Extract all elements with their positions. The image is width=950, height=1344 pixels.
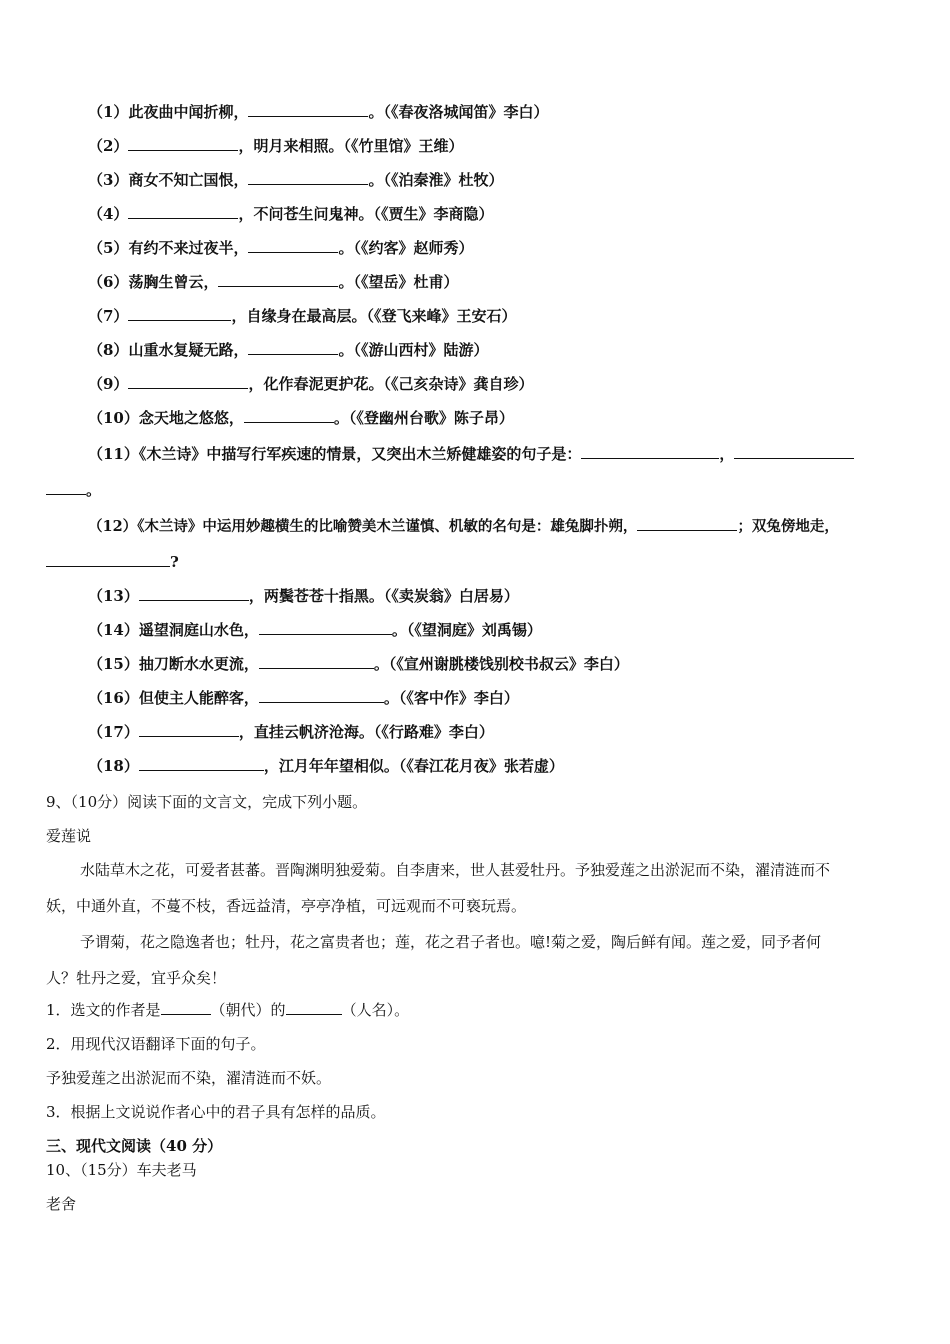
answer-blank[interactable] <box>259 620 392 635</box>
answer-blank[interactable] <box>248 102 368 117</box>
answer-blank[interactable] <box>139 722 239 737</box>
poem-line-11-cont: 。 <box>46 480 101 500</box>
answer-blank[interactable] <box>248 340 338 355</box>
answer-blank[interactable] <box>139 756 264 771</box>
answer-blank[interactable] <box>218 272 338 287</box>
poem-line-7: （7） ，自缘身在最高层。（《登飞来峰》王安石） <box>88 307 517 325</box>
poem-line-15: （15）抽刀断水水更流， 。（《宣州谢朓楼饯别校书叔云》李白） <box>88 655 629 673</box>
answer-blank[interactable] <box>637 516 737 531</box>
answer-blank[interactable] <box>128 136 238 151</box>
q9-paragraph-1a: 水陆草木之花，可爱者甚蕃。晋陶渊明独爱菊。自李唐来，世人甚爱牡丹。予独爱莲之出淤泥而不染，濯清涟而不 <box>80 861 831 879</box>
poem-line-17: （17） ，直挂云帆济沧海。（《行路难》李白） <box>88 723 494 741</box>
answer-blank[interactable] <box>128 204 238 219</box>
q9-sub-3: 3．根据上文说说作者心中的君子具有怎样的品质。 <box>46 1103 386 1121</box>
q9-header: 9、（10分）阅读下面的文言文，完成下列小题。 <box>46 793 368 811</box>
poem-line-4: （4） ，不问苍生问鬼神。（《贾生》李商隐） <box>88 205 494 223</box>
answer-blank[interactable] <box>248 238 338 253</box>
answer-blank[interactable] <box>244 408 334 423</box>
q9-title: 爱莲说 <box>46 827 92 845</box>
q9-sub-1: 1．选文的作者是 （朝代）的 （人名）。 <box>46 1001 410 1019</box>
poem-line-6: （6）荡胸生曾云， 。（《望岳》杜甫） <box>88 273 459 291</box>
answer-blank[interactable] <box>128 374 248 389</box>
dynasty-blank[interactable] <box>161 1000 211 1015</box>
poem-line-3: （3）商女不知亡国恨， 。（《泊秦淮》杜牧） <box>88 171 504 189</box>
poem-line-12: （12）《木兰诗》中运用妙趣横生的比喻赞美木兰谨慎、机敏的名句是：雄兔脚扑朔， ；双兔傍地走， <box>88 518 839 535</box>
author-name-blank[interactable] <box>286 1000 342 1015</box>
poem-line-2: （2） ，明月来相照。（《竹里馆》王维） <box>88 137 464 155</box>
q10-header: 10、（15分）车夫老马 <box>46 1161 197 1179</box>
answer-blank[interactable] <box>46 480 86 495</box>
q9-paragraph-2b: 人？牡丹之爱，宜乎众矣！ <box>46 969 227 987</box>
answer-blank[interactable] <box>139 586 249 601</box>
q9-paragraph-2a: 予谓菊，花之隐逸者也；牡丹，花之富贵者也；莲，花之君子者也。噫!菊之爱，陶后鲜有闻。莲之爱，同予者何 <box>80 933 822 951</box>
section-3-title: 三、现代文阅读（40 分） <box>46 1137 223 1155</box>
q10-author: 老舍 <box>46 1195 77 1213</box>
poem-line-12-cont: ? <box>46 552 179 572</box>
q9-sub-2: 2．用现代汉语翻译下面的句子。 <box>46 1035 266 1053</box>
answer-blank[interactable] <box>581 444 719 459</box>
poem-line-5: （5）有约不来过夜半， 。（《约客》赵师秀） <box>88 239 474 257</box>
answer-blank[interactable] <box>248 170 368 185</box>
answer-blank[interactable] <box>734 444 854 459</box>
q9-sub-2-sentence: 予独爱莲之出淤泥而不染，濯清涟而不妖。 <box>46 1069 332 1087</box>
poem-line-10: （10）念天地之悠悠， 。（《登幽州台歌》陈子昂） <box>88 409 514 427</box>
poem-line-1: （1）此夜曲中闻折柳， 。（《春夜洛城闻笛》李白） <box>88 103 549 121</box>
poem-line-11: （11）《木兰诗》中描写行军疾速的情景，又突出木兰矫健雄姿的句子是： ， <box>88 444 854 464</box>
answer-blank[interactable] <box>46 552 170 567</box>
poem-line-16: （16）但使主人能醉客， 。（《客中作》李白） <box>88 689 519 707</box>
poem-line-18: （18） ，江月年年望相似。（《春江花月夜》张若虚） <box>88 757 564 775</box>
poem-line-9: （9） ，化作春泥更护花。（《己亥杂诗》龚自珍） <box>88 375 534 393</box>
poem-line-13: （13） ，两鬓苍苍十指黑。（《卖炭翁》白居易） <box>88 587 519 605</box>
poem-line-14: （14）遥望洞庭山水色， 。（《望洞庭》刘禹锡） <box>88 621 542 639</box>
answer-blank[interactable] <box>259 688 384 703</box>
answer-blank[interactable] <box>259 654 374 669</box>
poem-line-8: （8）山重水复疑无路， 。（《游山西村》陆游） <box>88 341 489 359</box>
q9-paragraph-1b: 妖，中通外直，不蔓不枝，香远益清，亭亭净植，可远观而不可亵玩焉。 <box>46 897 527 915</box>
answer-blank[interactable] <box>128 306 231 321</box>
